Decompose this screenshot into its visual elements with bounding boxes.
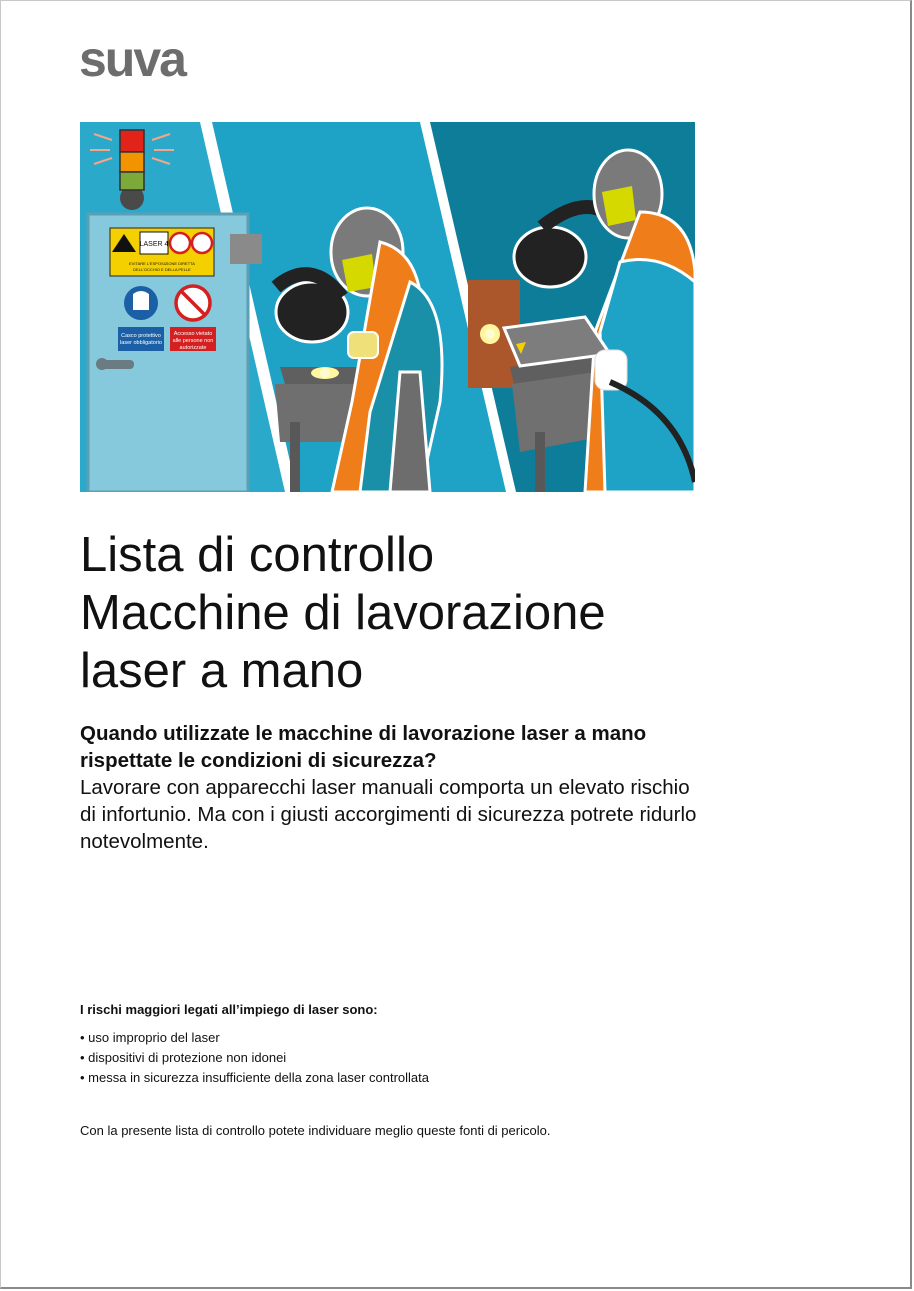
title-line-2: Macchine di lavorazione xyxy=(80,586,606,640)
lead-body: Lavorare con apparecchi laser manuali comporta un elevato rischio di infortunio. Ma con i giusti accorgimenti di sicurezza potrete ridurlo notevolmente. xyxy=(80,776,697,853)
hero-illustration xyxy=(80,122,695,492)
svg-text:Accesso vietato: Accesso vietato xyxy=(173,331,213,337)
list-item: • uso improprio del laser xyxy=(80,1028,680,1048)
svg-text:LASER 4: LASER 4 xyxy=(139,241,169,248)
risks-section xyxy=(80,1000,680,1088)
risks-list xyxy=(80,1028,680,1088)
document-title xyxy=(80,526,780,700)
door xyxy=(88,214,248,492)
lead-question: Quando utilizzate le macchine di lavorazione laser a mano rispettate le condizioni di sicurezza? xyxy=(80,722,647,772)
svg-text:autorizzate: autorizzate xyxy=(179,345,207,351)
svg-text:laser obbligatorio: laser obbligatorio xyxy=(120,340,162,346)
svg-text:Casco protettivo: Casco protettivo xyxy=(121,333,161,339)
risks-heading: I rischi maggiori legati all’impiego di laser sono: xyxy=(80,1002,378,1017)
list-item: • messa in sicurezza insufficiente della zona laser controllata xyxy=(80,1068,680,1088)
svg-text:alle persone non: alle persone non xyxy=(172,338,214,344)
svg-text:DELL'OCCHIO E DELLA PELLE: DELL'OCCHIO E DELLA PELLE xyxy=(133,267,191,272)
title-line-3: laser a mano xyxy=(80,644,364,698)
svg-text:EVITARE L'ESPOSIZIONE DIRETTA: EVITARE L'ESPOSIZIONE DIRETTA xyxy=(129,261,195,266)
suva-logo: suva xyxy=(79,31,185,87)
list-item: • dispositivi di protezione non idonei xyxy=(80,1048,680,1068)
title-line-1: Lista di controllo xyxy=(80,528,435,582)
lead-paragraph xyxy=(80,720,700,855)
closing-text: Con la presente lista di controllo potete individuare meglio queste fonti di pericolo. xyxy=(80,1123,551,1138)
